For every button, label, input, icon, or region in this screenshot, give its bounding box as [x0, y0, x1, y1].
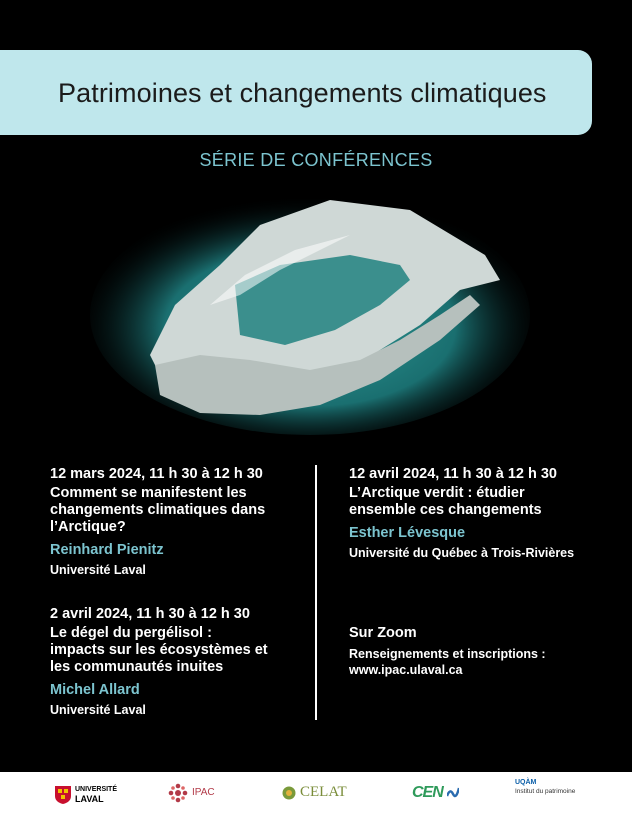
cen-logo: CEN [412, 784, 459, 802]
talk-2-institution: Université Laval [50, 703, 146, 717]
talk-2-date: 2 avril 2024, 11 h 30 à 12 h 30 [50, 606, 250, 622]
ipac-flower-icon [168, 783, 188, 803]
info-block [349, 625, 619, 678]
talk-2-title: Le dégel du pergélisol : impacts sur les écosystèmes et les communautés inuites [50, 625, 268, 675]
laval-shield-icon [55, 786, 71, 804]
talk-1-institution: Université Laval [50, 563, 146, 577]
talk-2 [50, 606, 310, 717]
celat-logo: CELAT [282, 785, 347, 800]
poster-title: Patrimoines et changements climatiques [58, 78, 547, 108]
talk-1-date: 12 mars 2024, 11 h 30 à 12 h 30 [50, 466, 263, 482]
talk-1 [50, 466, 310, 577]
series-label: SÉRIE DE CONFÉRENCES [199, 150, 433, 170]
talk-3-speaker: Esther Lévesque [349, 525, 466, 541]
laval-logo: UNIVERSITÉ LAVAL [55, 786, 117, 804]
info-text: Renseignements et inscriptions : www.ipac.ulaval.ca [349, 646, 619, 678]
talk-1-title: Comment se manifestent les changements climatiques dans l’Arctique? [50, 485, 266, 535]
talk-3-institution: Université du Québec à Trois-Rivières [349, 546, 575, 560]
zoom-label: Sur Zoom [349, 625, 417, 641]
talk-2-speaker: Michel Allard [50, 682, 140, 698]
uqam-logo: UQÀM Institut du patrimoine [515, 779, 576, 795]
talk-3-date: 12 avril 2024, 11 h 30 à 12 h 30 [349, 466, 557, 482]
talk-3 [349, 466, 619, 560]
column-divider [315, 465, 317, 720]
cen-wave-icon [447, 786, 459, 800]
ipac-logo: IPAC [168, 783, 215, 803]
website-link[interactable]: www.ipac.ulaval.ca [349, 663, 463, 677]
talk-1-speaker: Reinhard Pienitz [50, 542, 164, 558]
iceberg-image [80, 185, 540, 445]
partner-logos-footer [0, 772, 632, 818]
celat-circle-icon [282, 786, 296, 800]
talk-3-title: L’Arctique verdit : étudier ensemble ces changements [349, 485, 542, 518]
